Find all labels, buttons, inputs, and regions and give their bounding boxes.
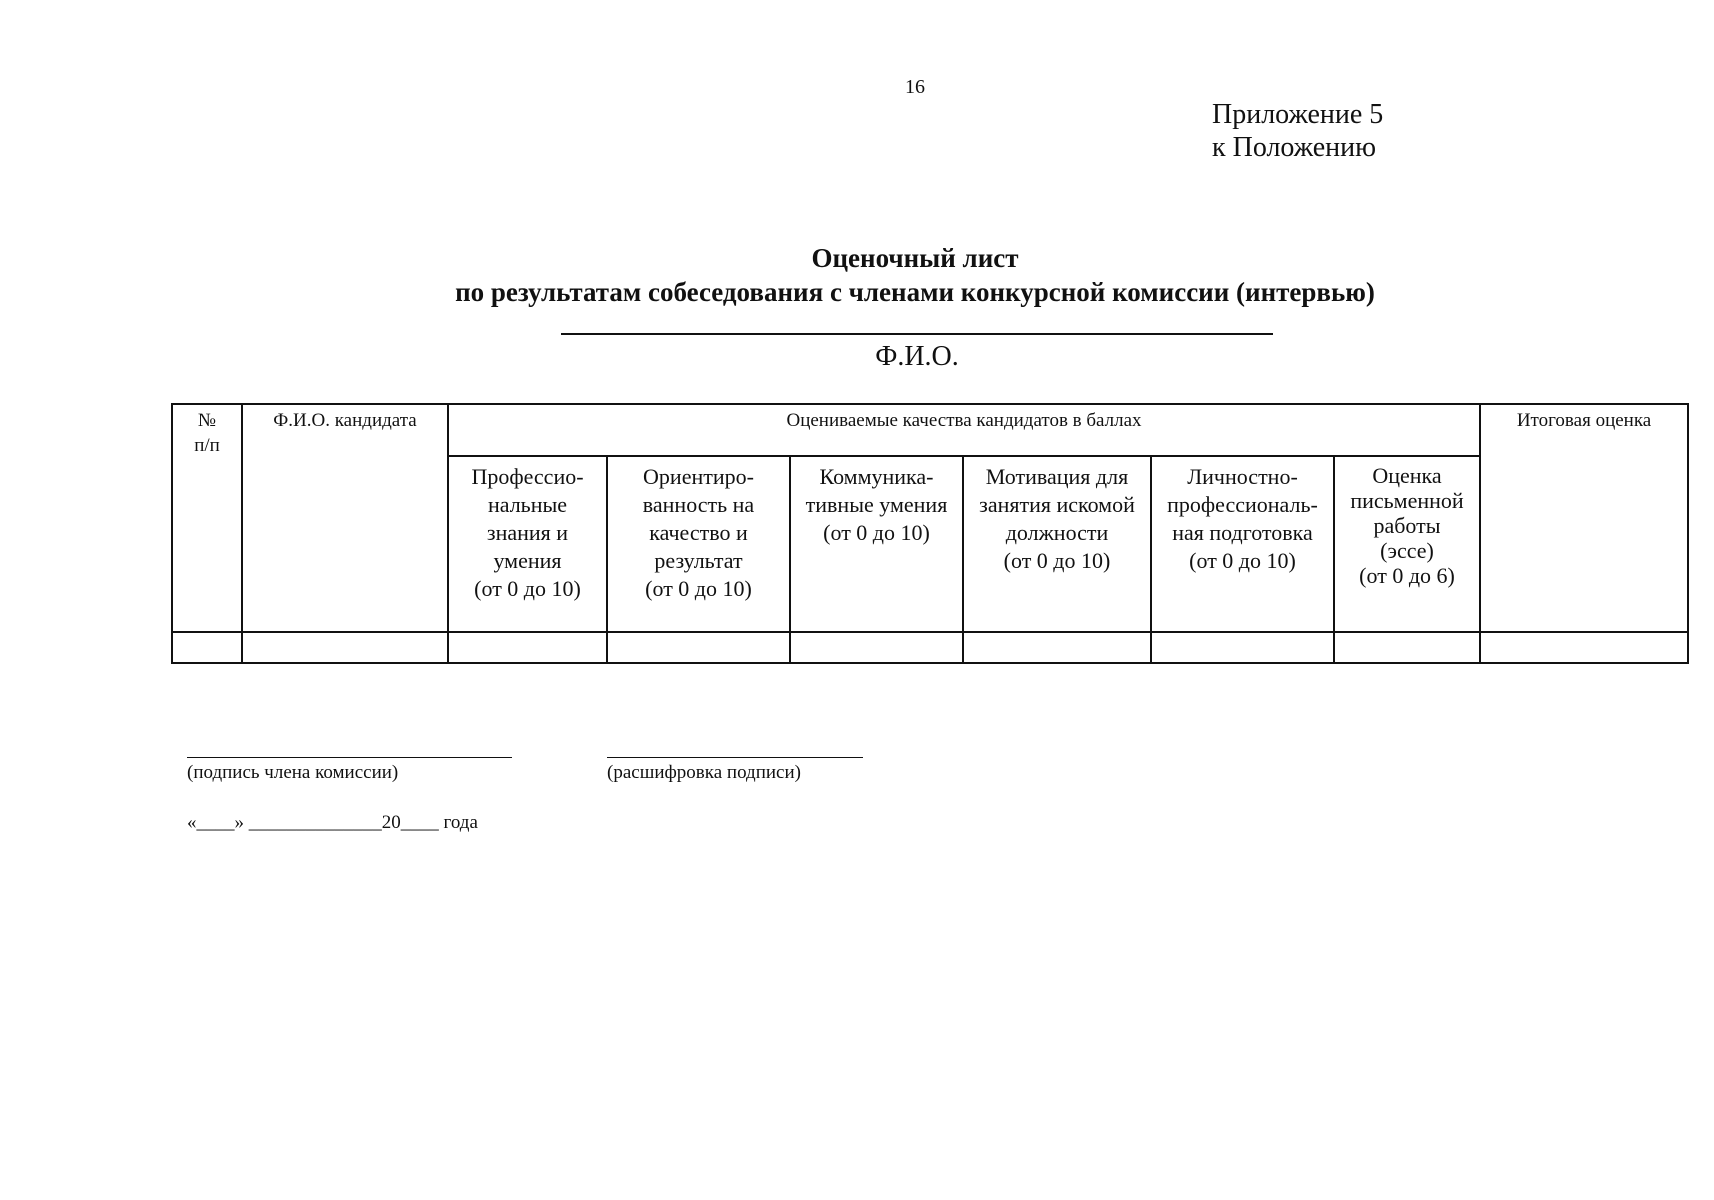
- criterion-personal-professional-training: [1151, 456, 1334, 632]
- criterion-score-range: (от 0 до 10): [1003, 547, 1111, 573]
- table-cell-total[interactable]: [1480, 632, 1688, 663]
- document-title: Оценочный лист: [811, 243, 1019, 273]
- appendix-line-1: Приложение 5: [1212, 99, 1384, 130]
- criterion-text-line: работы: [1373, 513, 1441, 539]
- criterion-text-line: Коммуника-: [819, 464, 934, 489]
- document-subtitle: по результатам собеседования с членами конкурсной комиссии (интервью): [455, 277, 1375, 307]
- table-cell-score[interactable]: [607, 632, 790, 663]
- criterion-text-line: Оценка: [1372, 463, 1442, 488]
- criterion-motivation: [963, 456, 1151, 632]
- table-cell-candidate[interactable]: [242, 632, 448, 663]
- criterion-text-line: должности: [1005, 519, 1109, 545]
- page-number: 16: [905, 76, 925, 98]
- name-underline: [561, 333, 1273, 335]
- criterion-text-line: Мотивация для: [985, 464, 1129, 489]
- criterion-text-line: качество и: [649, 519, 748, 545]
- criterion-text-line: (эссе): [1380, 538, 1434, 564]
- decoding-signature-line: [607, 757, 863, 758]
- table-header-row: [172, 404, 1688, 456]
- member-signature-line: [187, 757, 512, 758]
- column-total-header: Итоговая оценка: [1480, 404, 1688, 632]
- criterion-communication-skills: [790, 456, 963, 632]
- criterion-written-essay: [1334, 456, 1480, 632]
- member-signature-caption: (подпись члена комиссии): [187, 762, 399, 783]
- name-caption: Ф.И.О.: [875, 341, 959, 372]
- column-candidate-header: Ф.И.О. кандидата: [242, 404, 448, 632]
- criterion-text-line: занятия искомой: [979, 491, 1135, 517]
- criterion-text-line: тивные умения: [805, 491, 948, 517]
- criterion-professional-knowledge: [448, 456, 607, 632]
- criterion-text-line: Ориентиро-: [643, 464, 754, 489]
- table-cell-score[interactable]: [448, 632, 607, 663]
- criterion-score-range: (от 0 до 10): [1189, 547, 1296, 573]
- table-cell-number[interactable]: [172, 632, 242, 663]
- evaluation-table: [171, 403, 1689, 664]
- criterion-text-line: нальные: [487, 491, 568, 517]
- criterion-score-range: (от 0 до 10): [474, 575, 581, 601]
- column-group-header: Оцениваемые качества кандидатов в баллах: [448, 404, 1480, 456]
- criterion-text-line: профессиональ-: [1167, 491, 1318, 517]
- column-number-label-1: №: [197, 410, 217, 431]
- date-line: «____» ______________20____ года: [187, 812, 478, 833]
- table-cell-score[interactable]: [963, 632, 1151, 663]
- criterion-text-line: письменной: [1350, 488, 1464, 514]
- criterion-score-range: (от 0 до 10): [823, 519, 930, 545]
- table-cell-score[interactable]: [790, 632, 963, 663]
- criterion-text-line: умения: [493, 547, 562, 573]
- criterion-result-orientation: [607, 456, 790, 632]
- decoding-signature-caption: (расшифровка подписи): [607, 762, 801, 783]
- criterion-text-line: ная подготовка: [1172, 519, 1313, 545]
- criterion-text-line: знания и: [486, 519, 569, 545]
- criterion-score-range: (от 0 до 6): [1359, 563, 1455, 589]
- column-number-label-2: п/п: [194, 434, 220, 456]
- criterion-text-line: Личностно-: [1187, 464, 1298, 489]
- table-row: [172, 632, 1688, 663]
- criterion-text-line: Профессио-: [471, 464, 584, 489]
- table-cell-score[interactable]: [1151, 632, 1334, 663]
- criterion-text-line: результат: [654, 547, 743, 573]
- criterion-text-line: ванность на: [642, 491, 755, 517]
- criterion-score-range: (от 0 до 10): [645, 575, 752, 601]
- column-number-header: [172, 404, 242, 632]
- table-cell-score[interactable]: [1334, 632, 1480, 663]
- appendix-line-2: к Положению: [1212, 132, 1377, 163]
- appendix-reference: [1212, 98, 1383, 164]
